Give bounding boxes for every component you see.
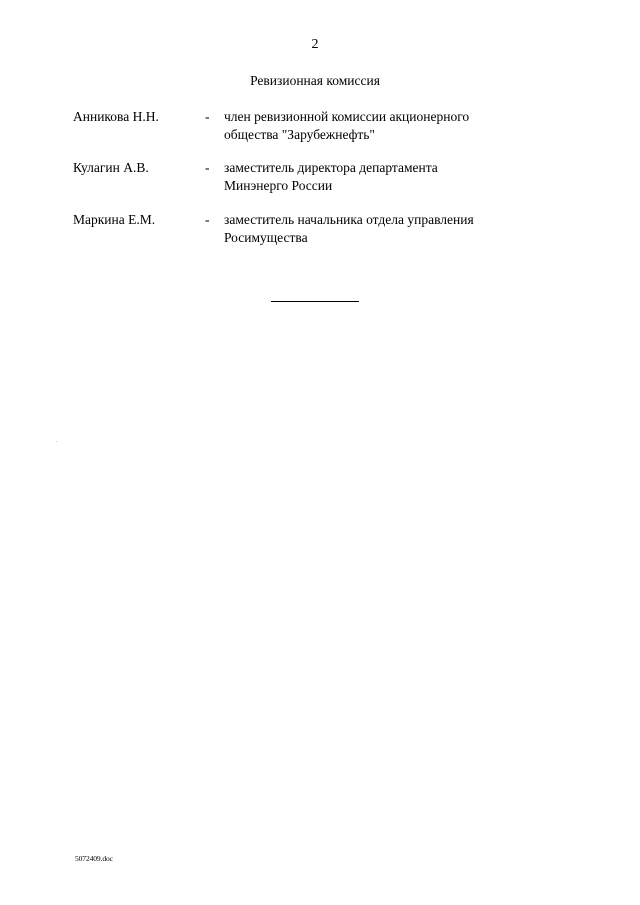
member-dash: - (205, 109, 210, 124)
section-title: Ревизионная комиссия (250, 73, 380, 88)
member-name: Маркина Е.М. (73, 212, 156, 227)
member-role (224, 108, 614, 144)
member-role-line: заместитель директора департамента (224, 160, 438, 175)
member-role-line: Росимущества (224, 230, 308, 245)
member-dash: - (205, 160, 210, 175)
member-role (224, 159, 614, 195)
member-name: Кулагин А.В. (73, 160, 149, 175)
member-role-line: Минэнерго России (224, 178, 333, 193)
member-role (224, 211, 614, 247)
member-name: Анникова Н.Н. (73, 109, 159, 124)
member-role-line: заместитель начальника отдела управления (224, 212, 474, 227)
page-number: 2 (311, 37, 319, 52)
member-role-line: общества "Зарубежнефть" (224, 127, 375, 142)
member-role-line: член ревизионной комиссии акционерного (224, 109, 470, 124)
member-dash: - (205, 212, 210, 227)
footer-file-name: 5072409.doc (75, 854, 113, 863)
end-of-list-rule (271, 301, 359, 302)
margin-mark (56, 441, 57, 442)
